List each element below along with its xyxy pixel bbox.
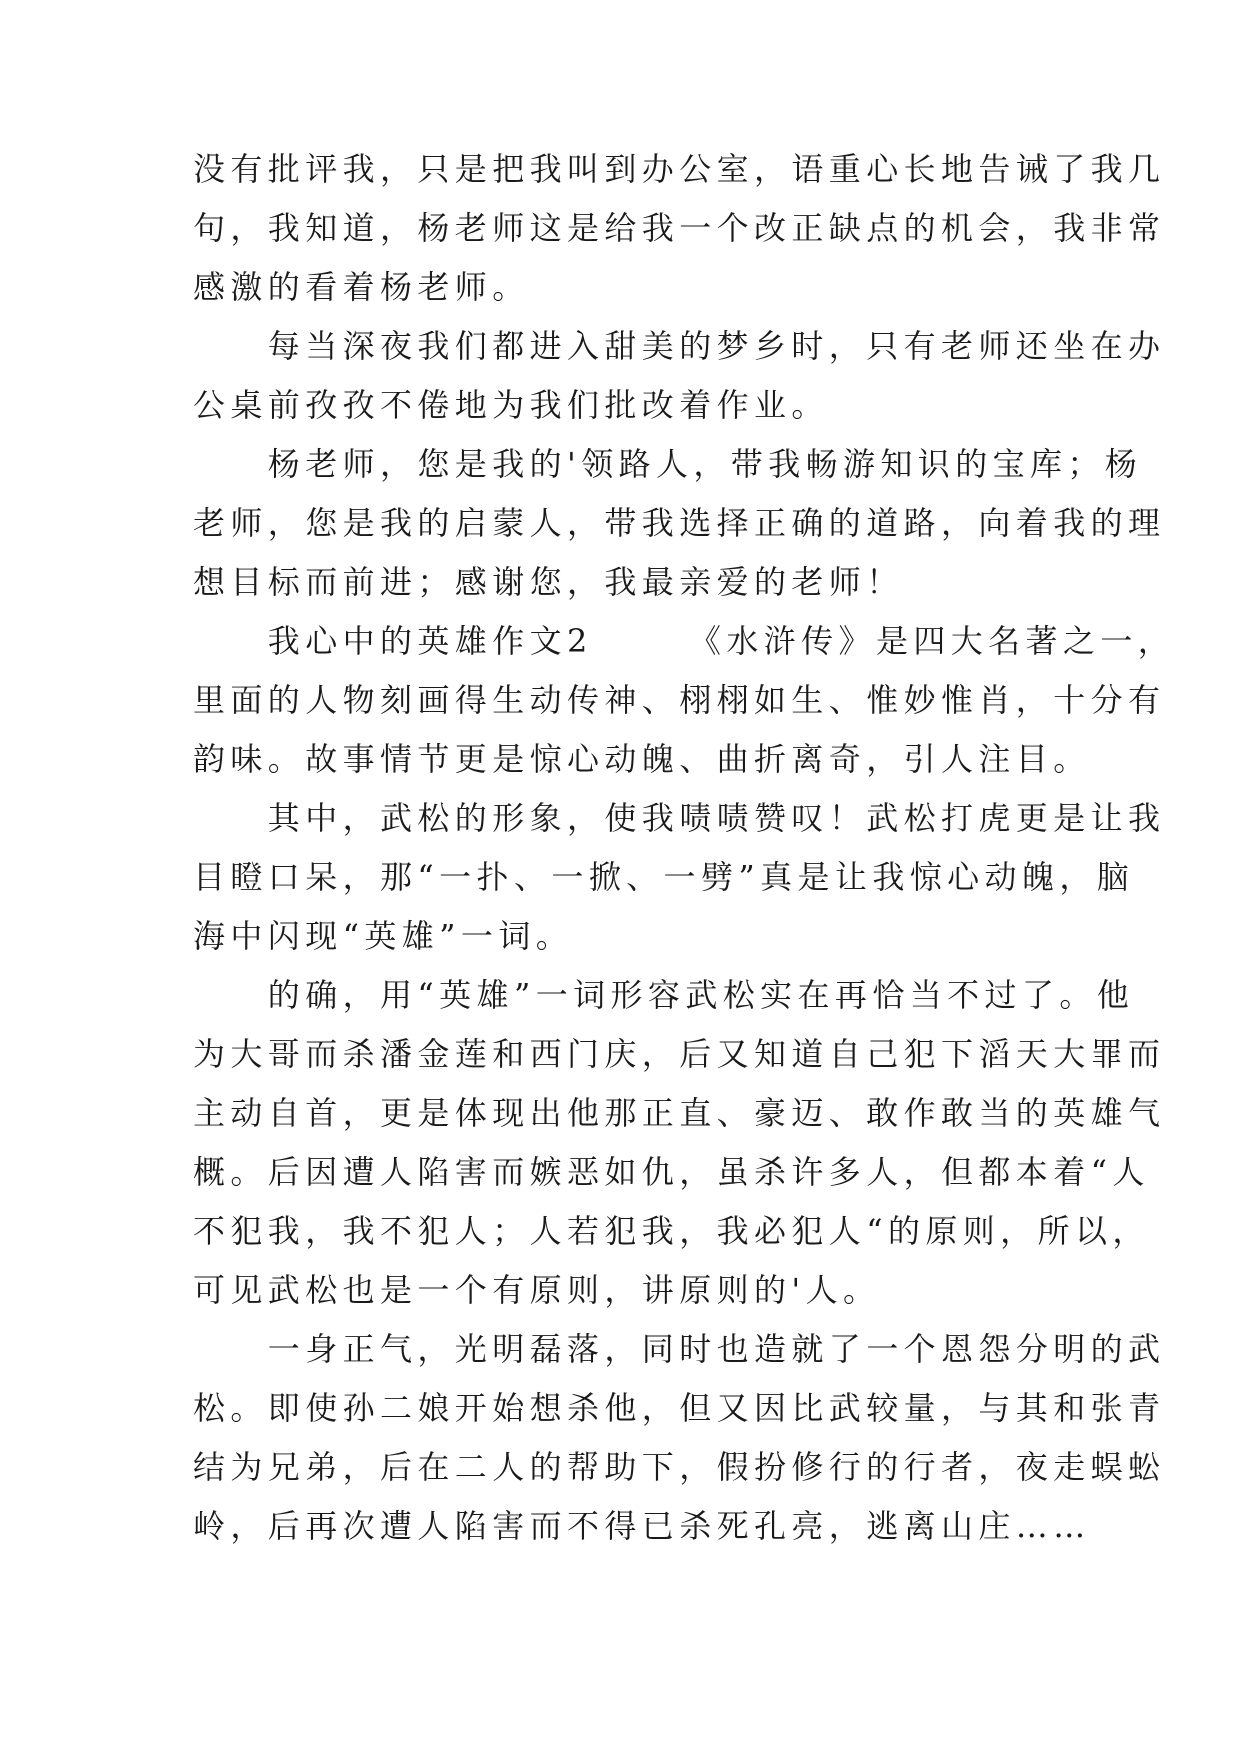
text-line: 结为兄弟，后在二人的帮助下，假扮修行的行者，夜走蜈蚣 — [193, 1448, 1166, 1486]
text-line: 句，我知道，杨老师这是给我一个改正缺点的机会，我非常 — [193, 209, 1166, 247]
text-line: 一身正气，光明磊落，同时也造就了一个恩怨分明的武 — [193, 1330, 1166, 1368]
text-line: 其中，武松的形象，使我啧啧赞叹！武松打虎更是让我 — [193, 799, 1166, 837]
text-line: 杨老师，您是我的'领路人，带我畅游知识的宝库；杨 — [193, 445, 1143, 483]
text-line: 主动自首，更是体现出他那正直、豪迈、敢作敢当的英雄气 — [193, 1094, 1166, 1132]
text-line: 没有批评我，只是把我叫到办公室，语重心长地告诫了我几 — [193, 150, 1166, 188]
text-line: 概。后因遭人陷害而嫉恶如仇，虽杀许多人，但都本着“人 — [193, 1153, 1150, 1191]
text-line: 松。即使孙二娘开始想杀他，但又因比武较量，与其和张青 — [193, 1389, 1166, 1427]
text-line: 我心中的英雄作文2 《水浒传》是四大名著之一， — [193, 622, 1176, 660]
text-line: 里面的人物刻画得生动传神、栩栩如生、惟妙惟肖，十分有 — [193, 681, 1166, 719]
body-text — [193, 140, 1176, 1556]
text-line: 老师，您是我的启蒙人，带我选择正确的道路，向着我的理 — [193, 504, 1166, 542]
text-line: 可见武松也是一个有原则，讲原则的'人。 — [193, 1271, 881, 1309]
text-line: 感激的看着杨老师。 — [193, 268, 530, 306]
text-line: 韵味。故事情节更是惊心动魄、曲折离奇，引人注目。 — [193, 740, 1091, 778]
text-line: 的确，用“英雄”一词形容武松实在再恰当不过了。他 — [193, 976, 1135, 1014]
text-line: 海中闪现“英雄”一词。 — [193, 917, 574, 955]
text-line: 目瞪口呆，那“一扑、一掀、一劈”真是让我惊心动魄，脑 — [193, 858, 1135, 896]
text-line: 不犯我，我不犯人；人若犯我，我必犯人“的原则，所以， — [193, 1212, 1150, 1250]
text-line: 公桌前孜孜不倦地为我们批改着作业。 — [193, 386, 829, 424]
text-line: 想目标而前进；感谢您，我最亲爱的老师！ — [193, 563, 904, 601]
text-line: 为大哥而杀潘金莲和西门庆，后又知道自己犯下滔天大罪而 — [193, 1035, 1166, 1073]
text-line: 每当深夜我们都进入甜美的梦乡时，只有老师还坐在办 — [193, 327, 1166, 365]
text-line: 岭，后再次遭人陷害而不得已杀死孔亮，逃离山庄…… — [193, 1507, 1091, 1545]
